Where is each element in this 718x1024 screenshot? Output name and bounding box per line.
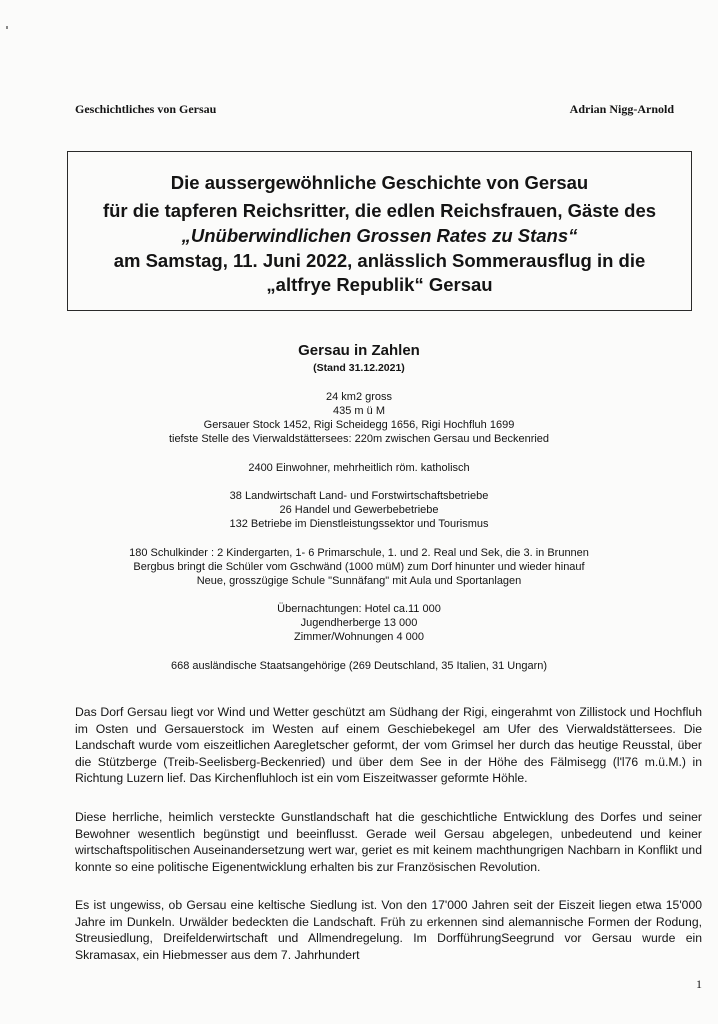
scan-speck [6,26,8,29]
stats-heading: Gersau in Zahlen [298,342,420,359]
title-line-4: am Samstag, 11. Juni 2022, anlässlich Sommerausflug in die [113,250,646,271]
stats-line: 132 Betriebe im Dienstleistungssektor und Tourismus [229,518,489,530]
title-box [67,151,692,311]
paragraph: Diese herrliche, heimlich versteckte Gunstlandschaft hat die geschichtliche Entwicklung des Dorfes und seiner Bewohner wesentlich begünstigt und beeinflusst. Gerade weil Gersau abgelegen, unbedeutend und keiner wirtschaftspolitischen Auseinandersetzung wert war, geriet es mit keinem machthungrigen Nachbarn in Konflikt und konnte so eine politische Eigenentwicklung erhalten bis zur Französischen Revolution. [75,810,702,874]
stats-line: 26 Handel und Gewerbebetriebe [279,504,439,516]
header-author: Adrian Nigg-Arnold [569,102,674,116]
stats-line: Jugendherberge 13 000 [300,617,418,629]
title-line-3: „Unüberwindlichen Grossen Rates zu Stans“ [181,225,578,246]
paragraph: Es ist ungewiss, ob Gersau eine keltische Siedlung ist. Von den 17'000 Jahren seit der Eiszeit liegen etwa 15'000 Jahre im Dunkeln. Urwälder bedeckten die Landschaft. Früh zu erkennen sind alemannische Formen der Rodung, Streusiedlung, Dreifelderwirtschaft und Allmendregelung. Im DorfführungSeegrund vor Gersau wurde ein Skramasax, ein Hiebmesser aus dem 7. Jahrhundert [75,898,702,962]
stats-line: 435 m ü M [333,405,385,417]
stats-line: 180 Schulkinder : 2 Kindergarten, 1- 6 Primarschule, 1. und 2. Real und Sek, die 3. in Brunnen [129,547,589,559]
stats-line: 2400 Einwohner, mehrheitlich röm. katholisch [248,462,470,474]
stats-line: tiefste Stelle des Vierwaldstättersees: 220m zwischen Gersau und Beckenried [168,433,550,445]
paragraph: Das Dorf Gersau liegt vor Wind und Wetter geschützt am Südhang der Rigi, eingerahmt von Zillistock und Hochfluh im Osten und Gersauerstock im Westen auf einem Geschiebekegel am Ufer des Vierwaldstättersees. Die Landschaft wurde vom eiszeitlichen Aaregletscher geformt, der vom Grimsel her durch das heutige Reusstal, über die Stützberge (Treib-Seelisberg-Beckenried) und über dem See in der Höhe des Fälmisegg (l'l76 m.ü.M.) in Richtung Luzern lief. Das Kirchenfluhloch ist ein vom Eiszeitwasser geformte Höhle. [75,705,702,786]
stats-line: Bergbus bringt die Schüler vom Gschwänd (1000 müM) zum Dorf hinunter und wieder hinauf [133,561,585,573]
title-line-5: „altfrye Republik“ Gersau [266,274,493,295]
stats-subheading: (Stand 31.12.2021) [313,362,405,374]
title-line-1: Die aussergewöhnliche Geschichte von Gersau [170,172,589,193]
title-line-2: für die tapferen Reichsritter, die edlen Reichsfrauen, Gäste des [102,200,657,221]
stats-line: Übernachtungen: Hotel ca.11 000 [277,603,441,615]
header-series-title: Geschichtliches von Gersau [75,102,217,116]
stats-line: 668 ausländische Staatsangehörige (269 Deutschland, 35 Italien, 31 Ungarn) [170,660,548,672]
stats-line: 38 Landwirtschaft Land- und Forstwirtschaftsbetriebe [229,490,489,502]
stats-line: Neue, grosszügige Schule "Sunnäfang" mit Aula und Sportanlagen [196,575,522,587]
stats-line: Gersauer Stock 1452, Rigi Scheidegg 1656, Rigi Hochfluh 1699 [203,419,515,431]
stats-line: Zimmer/Wohnungen 4 000 [293,631,425,643]
page-number: 1 [696,977,702,991]
stats-line: 24 km2 gross [325,391,393,403]
